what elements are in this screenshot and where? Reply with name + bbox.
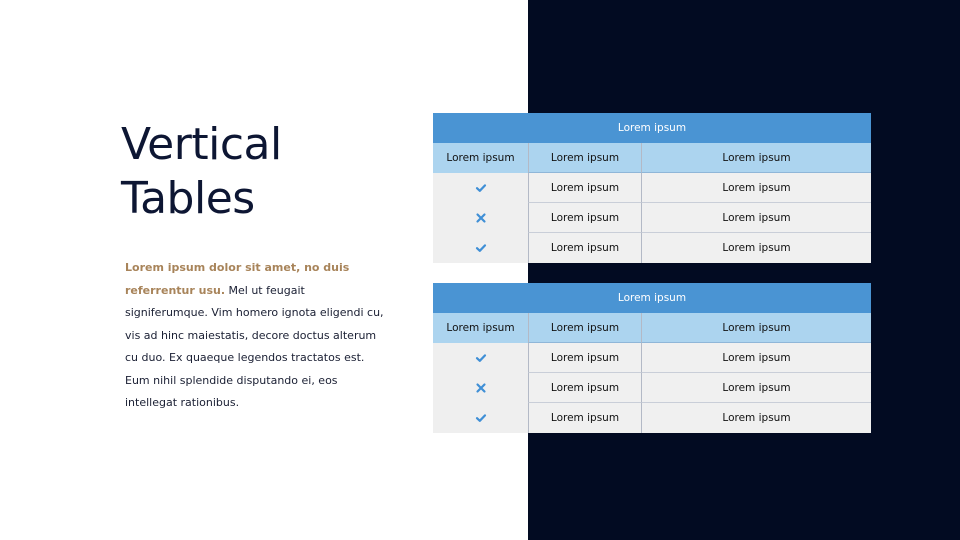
table-row — [433, 233, 871, 263]
status-cell — [433, 373, 528, 403]
column-header-row — [433, 143, 871, 173]
body-accent-text: Lorem ipsum dolor sit amet, no duis referrentur usu. — [125, 261, 350, 297]
table-row — [433, 373, 871, 403]
column-header: Lorem ipsum — [433, 313, 528, 343]
title-line-1: Vertical — [121, 119, 282, 170]
table-cell: Lorem ipsum — [641, 233, 871, 263]
table-header: Lorem ipsum — [433, 113, 871, 143]
slide-title — [121, 118, 421, 226]
column-header: Lorem ipsum — [528, 143, 641, 173]
status-cell — [433, 343, 528, 373]
table-row — [433, 173, 871, 203]
check-icon — [475, 412, 487, 424]
table-cell: Lorem ipsum — [641, 343, 871, 373]
table-cell: Lorem ipsum — [528, 403, 641, 433]
table-cell: Lorem ipsum — [528, 343, 641, 373]
status-cell — [433, 173, 528, 203]
status-cell — [433, 403, 528, 433]
table-cell: Lorem ipsum — [528, 203, 641, 233]
body-paragraph — [125, 257, 385, 415]
table-row — [433, 343, 871, 373]
table-cell: Lorem ipsum — [641, 403, 871, 433]
column-header: Lorem ipsum — [528, 313, 641, 343]
column-header: Lorem ipsum — [433, 143, 528, 173]
check-icon — [475, 182, 487, 194]
check-icon — [475, 352, 487, 364]
title-line-2: Tables — [121, 173, 255, 224]
table-cell: Lorem ipsum — [641, 173, 871, 203]
status-cell — [433, 203, 528, 233]
comparison-table-2 — [433, 283, 871, 433]
comparison-table-1 — [433, 113, 871, 263]
table-cell: Lorem ipsum — [528, 373, 641, 403]
table-row — [433, 203, 871, 233]
status-cell — [433, 233, 528, 263]
table-header: Lorem ipsum — [433, 283, 871, 313]
table-cell: Lorem ipsum — [641, 203, 871, 233]
x-icon — [475, 212, 487, 224]
table-row — [433, 403, 871, 433]
table-cell: Lorem ipsum — [528, 173, 641, 203]
column-header-row — [433, 313, 871, 343]
check-icon — [475, 242, 487, 254]
table-cell: Lorem ipsum — [528, 233, 641, 263]
dark-background-panel — [528, 0, 960, 540]
column-header: Lorem ipsum — [641, 143, 871, 173]
body-text: Mel ut feugait signiferumque. Vim homero ignota eligendi cu, vis ad hinc maiestatis, decore doctus alterum cu duo. Ex quaeque legendos tractatos est. Eum nihil splendide disputando ei, eos intellegat rationibus. — [125, 283, 384, 409]
table-cell: Lorem ipsum — [641, 373, 871, 403]
column-header: Lorem ipsum — [641, 313, 871, 343]
x-icon — [475, 382, 487, 394]
